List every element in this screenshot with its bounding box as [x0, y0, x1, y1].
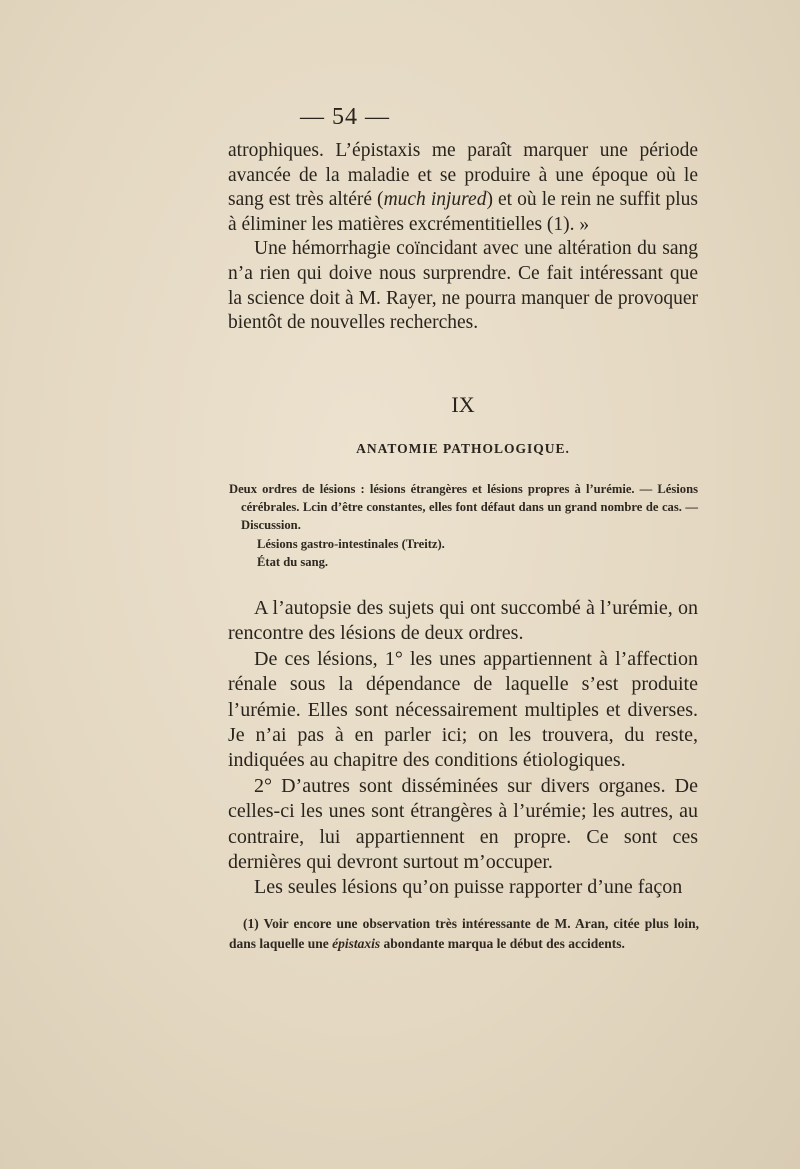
text-run: atrophiques. L’épistaxis me paraît marquer une période avancée de la maladie et se produire à une époque où le sang est très altéré (: [228, 140, 698, 211]
paragraph: Les seules lésions qu’on puisse rapporter d’une façon: [254, 876, 683, 899]
section-title: ANATOMIE PATHOLOGIQUE.: [356, 441, 570, 456]
paragraph: [228, 139, 698, 237]
text-run: abondante marqua le début des accidents.: [380, 935, 625, 951]
text-run: (1) Voir encore une observation très intéressante de M. Aran, citée plus loin, dans laquelle une: [229, 916, 699, 951]
footnote-text: [229, 914, 699, 953]
italic-phrase: épistaxis: [332, 935, 381, 951]
paragraph: A l’autopsie des sujets qui ont succombé à l’urémie, on rencontre des lésions de deux ordres.: [228, 597, 698, 645]
summary-main: Deux ordres de lésions : lésions étrangères et lésions propres à l’urémie. — Lésions cérébrales. Lcin d’être constantes, elles font défaut dans un grand nombre de cas. — Discussion.: [229, 482, 698, 533]
section-number: IX: [451, 392, 475, 417]
text-block-main: [228, 596, 698, 901]
paragraph: De ces lésions, 1° les unes appartiennent à l’affection rénale sous la dépendance de laquelle s’est produite l’urémie. Elles sont nécessairement multiples et diverses. Je n’ai pas à en parler ici; on les trouvera, du reste, indiquées au chapitre des conditions étiologiques.: [228, 647, 698, 772]
summary-item: Lésions gastro-intestinales (Treitz).: [257, 536, 445, 551]
paragraph: Une hémorrhagie coïncidant avec une altération du sang n’a rien qui doive nous surprendre. Ce fait intéressant que la science doit à M. Rayer, ne pourra manquer de provoquer bientôt de nouvelles recherches.: [228, 238, 698, 334]
footnote: [229, 914, 699, 953]
text-run: ) et où le rein ne suffit plus à éliminer les matières excrémentitielles (1). »: [228, 189, 699, 235]
chapter-summary: [229, 480, 698, 571]
page-number: — 54 —: [300, 104, 390, 130]
paragraph: 2° D’autres sont disséminées sur divers organes. De celles-ci les unes sont étrangères à l’urémie; les autres, au contraire, lui appartiennent en propre. Ce sont ces dernières qui devront surtout m’occuper.: [228, 774, 698, 874]
italic-phrase: much injured: [383, 189, 487, 211]
summary-item: État du sang.: [257, 554, 329, 569]
text-block-top: [228, 139, 698, 336]
